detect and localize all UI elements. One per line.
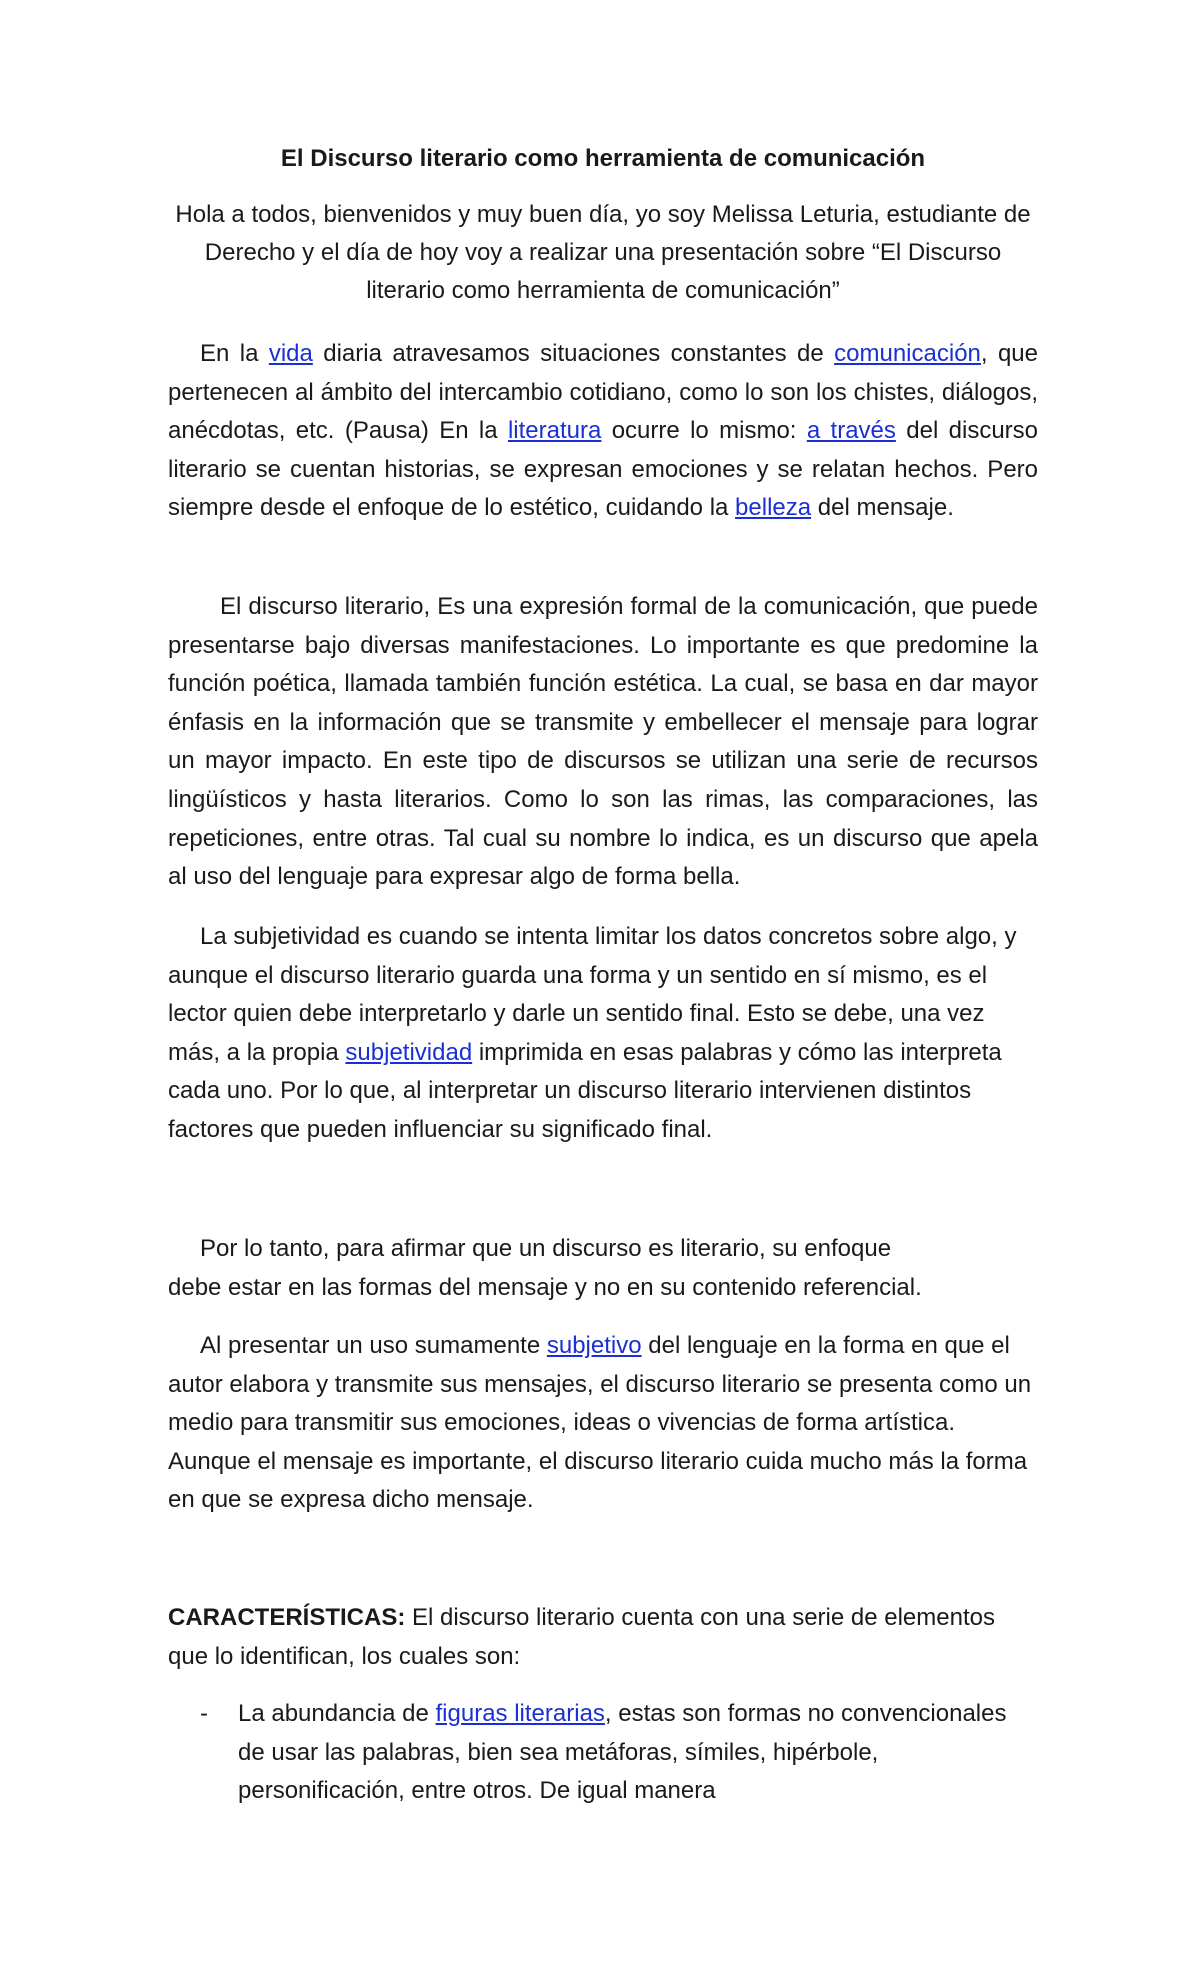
list-item	[168, 1695, 1038, 1811]
link-belleza[interactable]: belleza	[735, 494, 812, 522]
caracteristicas-heading: CARACTERÍSTICAS:	[168, 1604, 406, 1631]
list-dash: -	[200, 1700, 208, 1727]
link-figuras-literarias[interactable]: figuras literarias	[435, 1700, 605, 1727]
document-title: El Discurso literario como herramienta de comunicación	[280, 145, 926, 172]
list-item-text: La abundancia de figuras literarias, estas son formas no convencionales de usar las palabras, bien sea metáforas, símiles, hipérbole, personificación, entre otros. De igual manera	[238, 1700, 1007, 1805]
paragraph-subjetivo: Al presentar un uso sumamente subjetivo del lenguaje en la forma en que el autor elabora y transmite sus mensajes, el discurso literario se presenta como un medio para transmitir sus emociones, ideas o vivencias de forma artística. Aunque el mensaje es importante, el discurso literario cuida mucho más la forma en que se expresa dicho mensaje.	[168, 1332, 1032, 1514]
intro-paragraph: Hola a todos, bienvenidos y muy buen día, yo soy Melissa Leturia, estudiante de Derecho y el día de hoy voy a realizar una presentación sobre “El Discurso literario como herramienta de comunicación”	[175, 201, 1031, 304]
link-subjetivo[interactable]: subjetivo	[546, 1332, 642, 1359]
paragraph-subjetividad: La subjetividad es cuando se intenta limitar los datos concretos sobre algo, y aunque el discurso literario guarda una forma y un sentido en sí mismo, es el lector quien debe interpretarlo y darle un sentido final. Esto se debe, una vez más, a la propia subjetividad imprimida en esas palabras y cómo las interpreta cada uno. Por lo que, al interpretar un discurso literario intervienen distintos factores que pueden influenciar su significado final.	[168, 923, 1017, 1143]
link-a-traves[interactable]: a través	[806, 417, 896, 445]
paragraph-line: Por lo tanto, para afirmar que un discurso es literario, su enfoque	[200, 1235, 892, 1262]
paragraph-line: debe estar en las formas del mensaje y no en su contenido referencial.	[168, 1273, 922, 1301]
link-literatura[interactable]: literatura	[507, 417, 602, 445]
paragraph-comunicacion: En la vida diaria atravesamos situaciones constantes de comunicación, que pertenecen al ámbito del intercambio cotidiano, como lo son los chistes, diálogos, anécdotas, etc. (Pausa) En la literatura ocurre lo mismo: a través del discurso literario se cuentan historias, se expresan emociones y se relatan hechos. Pero siempre desde el enfoque de lo estético, cuidando la belleza del mensaje.	[168, 340, 1039, 522]
link-comunicacion[interactable]: comunicación	[834, 340, 981, 367]
link-subjetividad[interactable]: subjetividad	[345, 1038, 473, 1066]
paragraph-discurso-literario: El discurso literario, Es una expresión formal de la comunicación, que puede presentarse bajo diversas manifestaciones. Lo importante es que predomine la función poética, llamada también función estética. La cual, se basa en dar mayor énfasis en la información que se transmite y embellecer el mensaje para lograr un mayor impacto. En este tipo de discursos se utilizan una serie de recursos lingüísticos y hasta literarios. Como lo son las rimas, las comparaciones, las repeticiones, entre otras. Tal cual su nombre lo indica, es un discurso que apela al uso del lenguaje para expresar algo de forma bella.	[168, 593, 1038, 891]
paragraph-caracteristicas: CARACTERÍSTICAS: El discurso literario cuenta con una serie de elementos que lo identifican, los cuales son:	[168, 1604, 995, 1670]
link-vida[interactable]: vida	[268, 340, 313, 367]
paragraph-por-lo-tanto	[168, 1230, 1038, 1307]
